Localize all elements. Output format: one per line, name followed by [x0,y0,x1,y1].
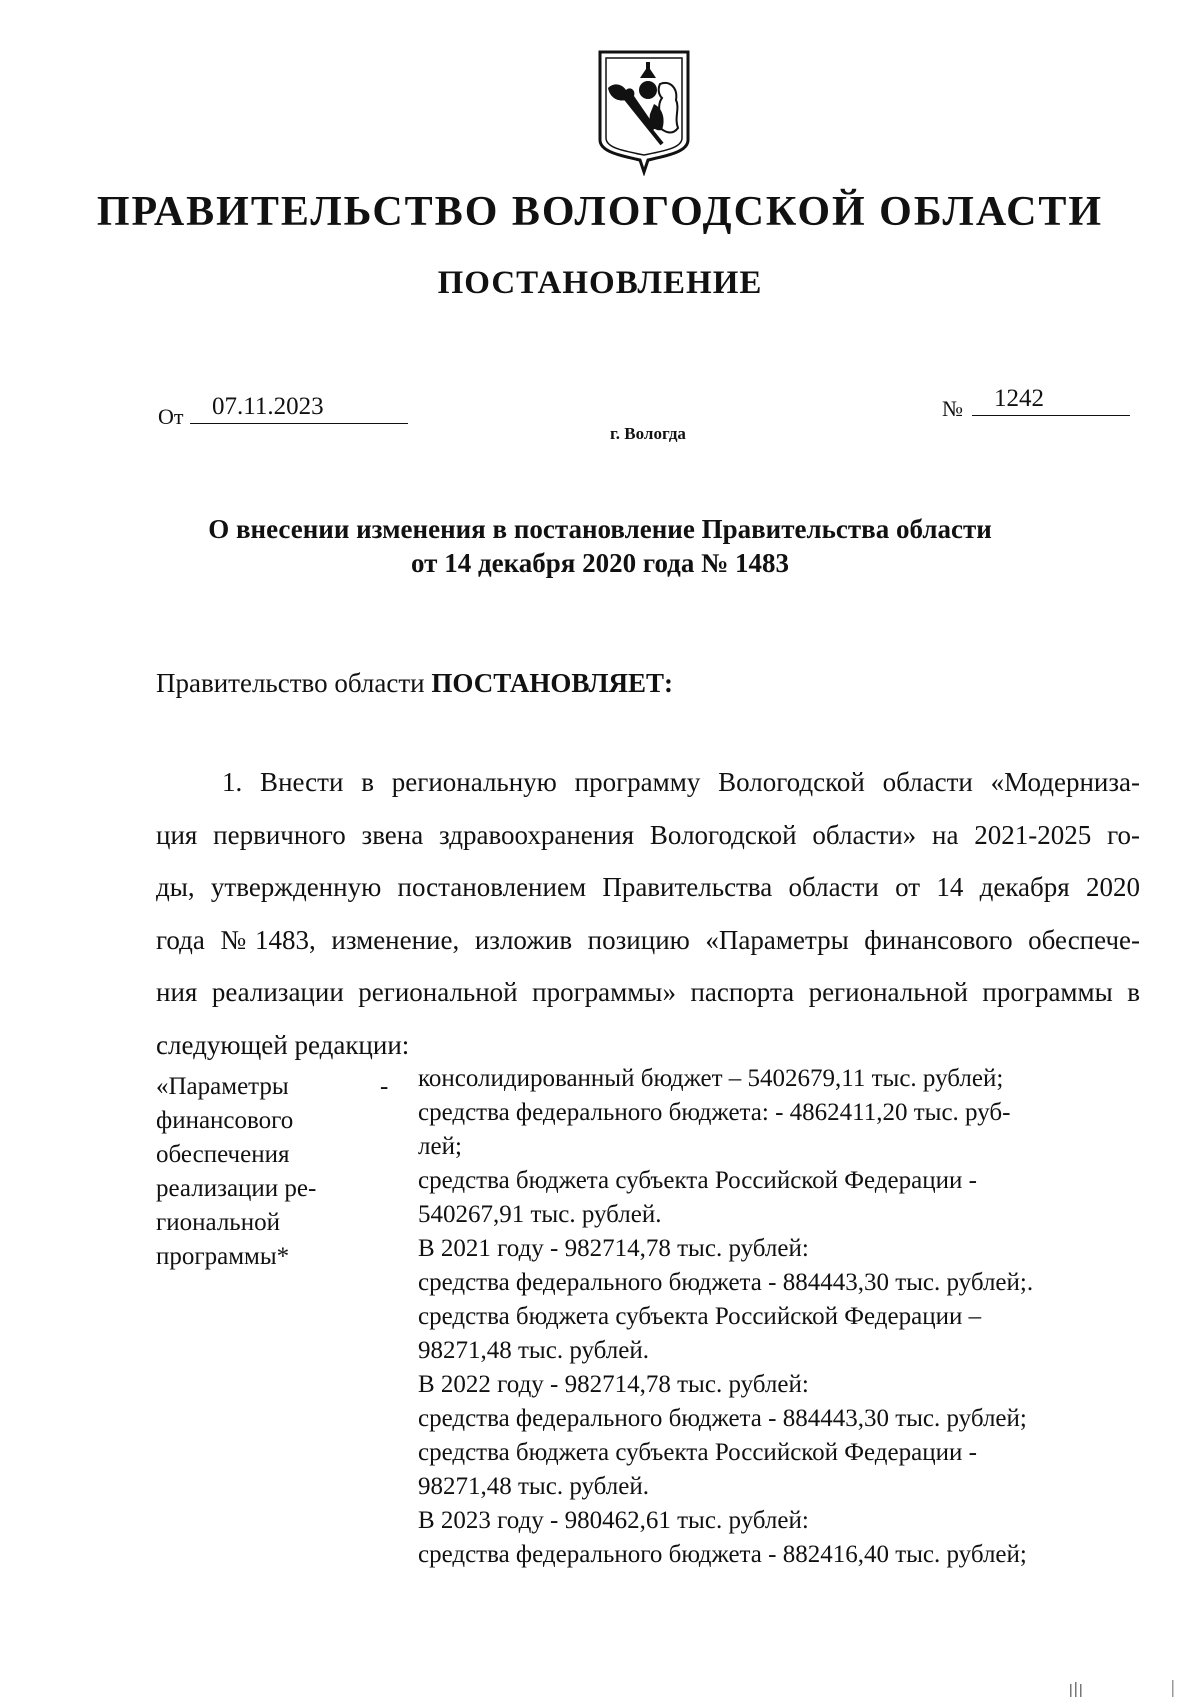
parameter-label-line: обеспечения [156,1141,290,1168]
parameter-label [156,1070,356,1274]
parameter-value-line: 98271,48 тыс. рублей. [418,1473,649,1500]
government-title: ПРАВИТЕЛЬСТВО ВОЛОГОДСКОЙ ОБЛАСТИ [96,189,1104,235]
paragraph-line: ния реализации региональной программы» паспорта региональной программы в [156,977,1140,1007]
paragraph-line: следующей редакции: [156,1029,410,1060]
scan-artifact [1068,1680,1178,1697]
document-subject [0,512,1200,580]
parameter-label-line: финансового [156,1107,294,1134]
paragraph-line: ция первичного звена здравоохранения Вологодской области» на 2021-2025 го- [156,819,1140,850]
resolves-prefix: Правительство области [156,668,432,698]
document-type: ПОСТАНОВЛЕНИЕ [437,265,763,301]
parameter-dash: - [380,1073,389,1100]
date-label: От [158,404,184,429]
parameter-label-line: «Параметры [156,1073,289,1100]
parameter-value-line: 98271,48 тыс. рублей. [418,1337,649,1364]
subject-line-1: О внесении изменения в постановление Правительства области [208,514,992,544]
parameter-label-line: гиональной [156,1209,280,1236]
document-number: 1242 [972,384,1130,416]
coat-of-arms-icon [596,48,692,176]
paragraph-line: ды, утвержденную постановлением Правительства области от 14 декабря 2020 [156,872,1140,902]
paragraph-1 [156,756,1140,1071]
city-name: г. Вологда [610,424,686,443]
parameter-value-line: средства федерального бюджета - 884443,30 тыс. рублей; [418,1405,1027,1432]
parameter-label-line: реализации ре- [156,1175,317,1202]
parameter-label-line: программы* [156,1243,290,1270]
document-date: 07.11.2023 [190,392,408,424]
parameter-value-line: средства бюджета субъекта Российской Федерации – [418,1303,982,1330]
parameter-value-line: В 2022 году - 982714,78 тыс. рублей: [418,1371,809,1398]
parameter-value-line: средства федерального бюджета - 882416,40 тыс. рублей; [418,1541,1027,1568]
paragraph-line: 1. Внести в региональную программу Вологодской области «Модерниза- [222,767,1140,797]
subject-line-2: от 14 декабря 2020 года № 1483 [411,548,789,578]
parameter-value-line: средства бюджета субъекта Российской Федерации - [418,1167,977,1194]
parameter-value-line: средства федерального бюджета - 884443,30 тыс. рублей;. [418,1269,1034,1296]
parameter-value-line: средства бюджета субъекта Российской Федерации - [418,1439,977,1466]
parameter-value-line: лей; [418,1133,462,1160]
parameter-values [418,1062,1138,1572]
parameter-value-line: 540267,91 тыс. рублей. [418,1201,662,1228]
parameter-value-line: консолидированный бюджет – 5402679,11 тыс. рублей; [418,1065,1004,1092]
parameter-value-line: В 2023 году - 980462,61 тыс. рублей: [418,1507,809,1534]
paragraph-line: года №1483, изменение, изложив позицию «Параметры финансового обеспече- [156,924,1140,955]
number-label: № [942,396,963,421]
parameter-value-line: В 2021 году - 982714,78 тыс. рублей: [418,1235,809,1262]
parameter-value-line: средства федерального бюджета: - 4862411,20 тыс. руб- [418,1099,1011,1126]
resolves-keyword: ПОСТАНОВЛЯЕТ: [431,668,673,698]
resolves-line [156,668,673,699]
